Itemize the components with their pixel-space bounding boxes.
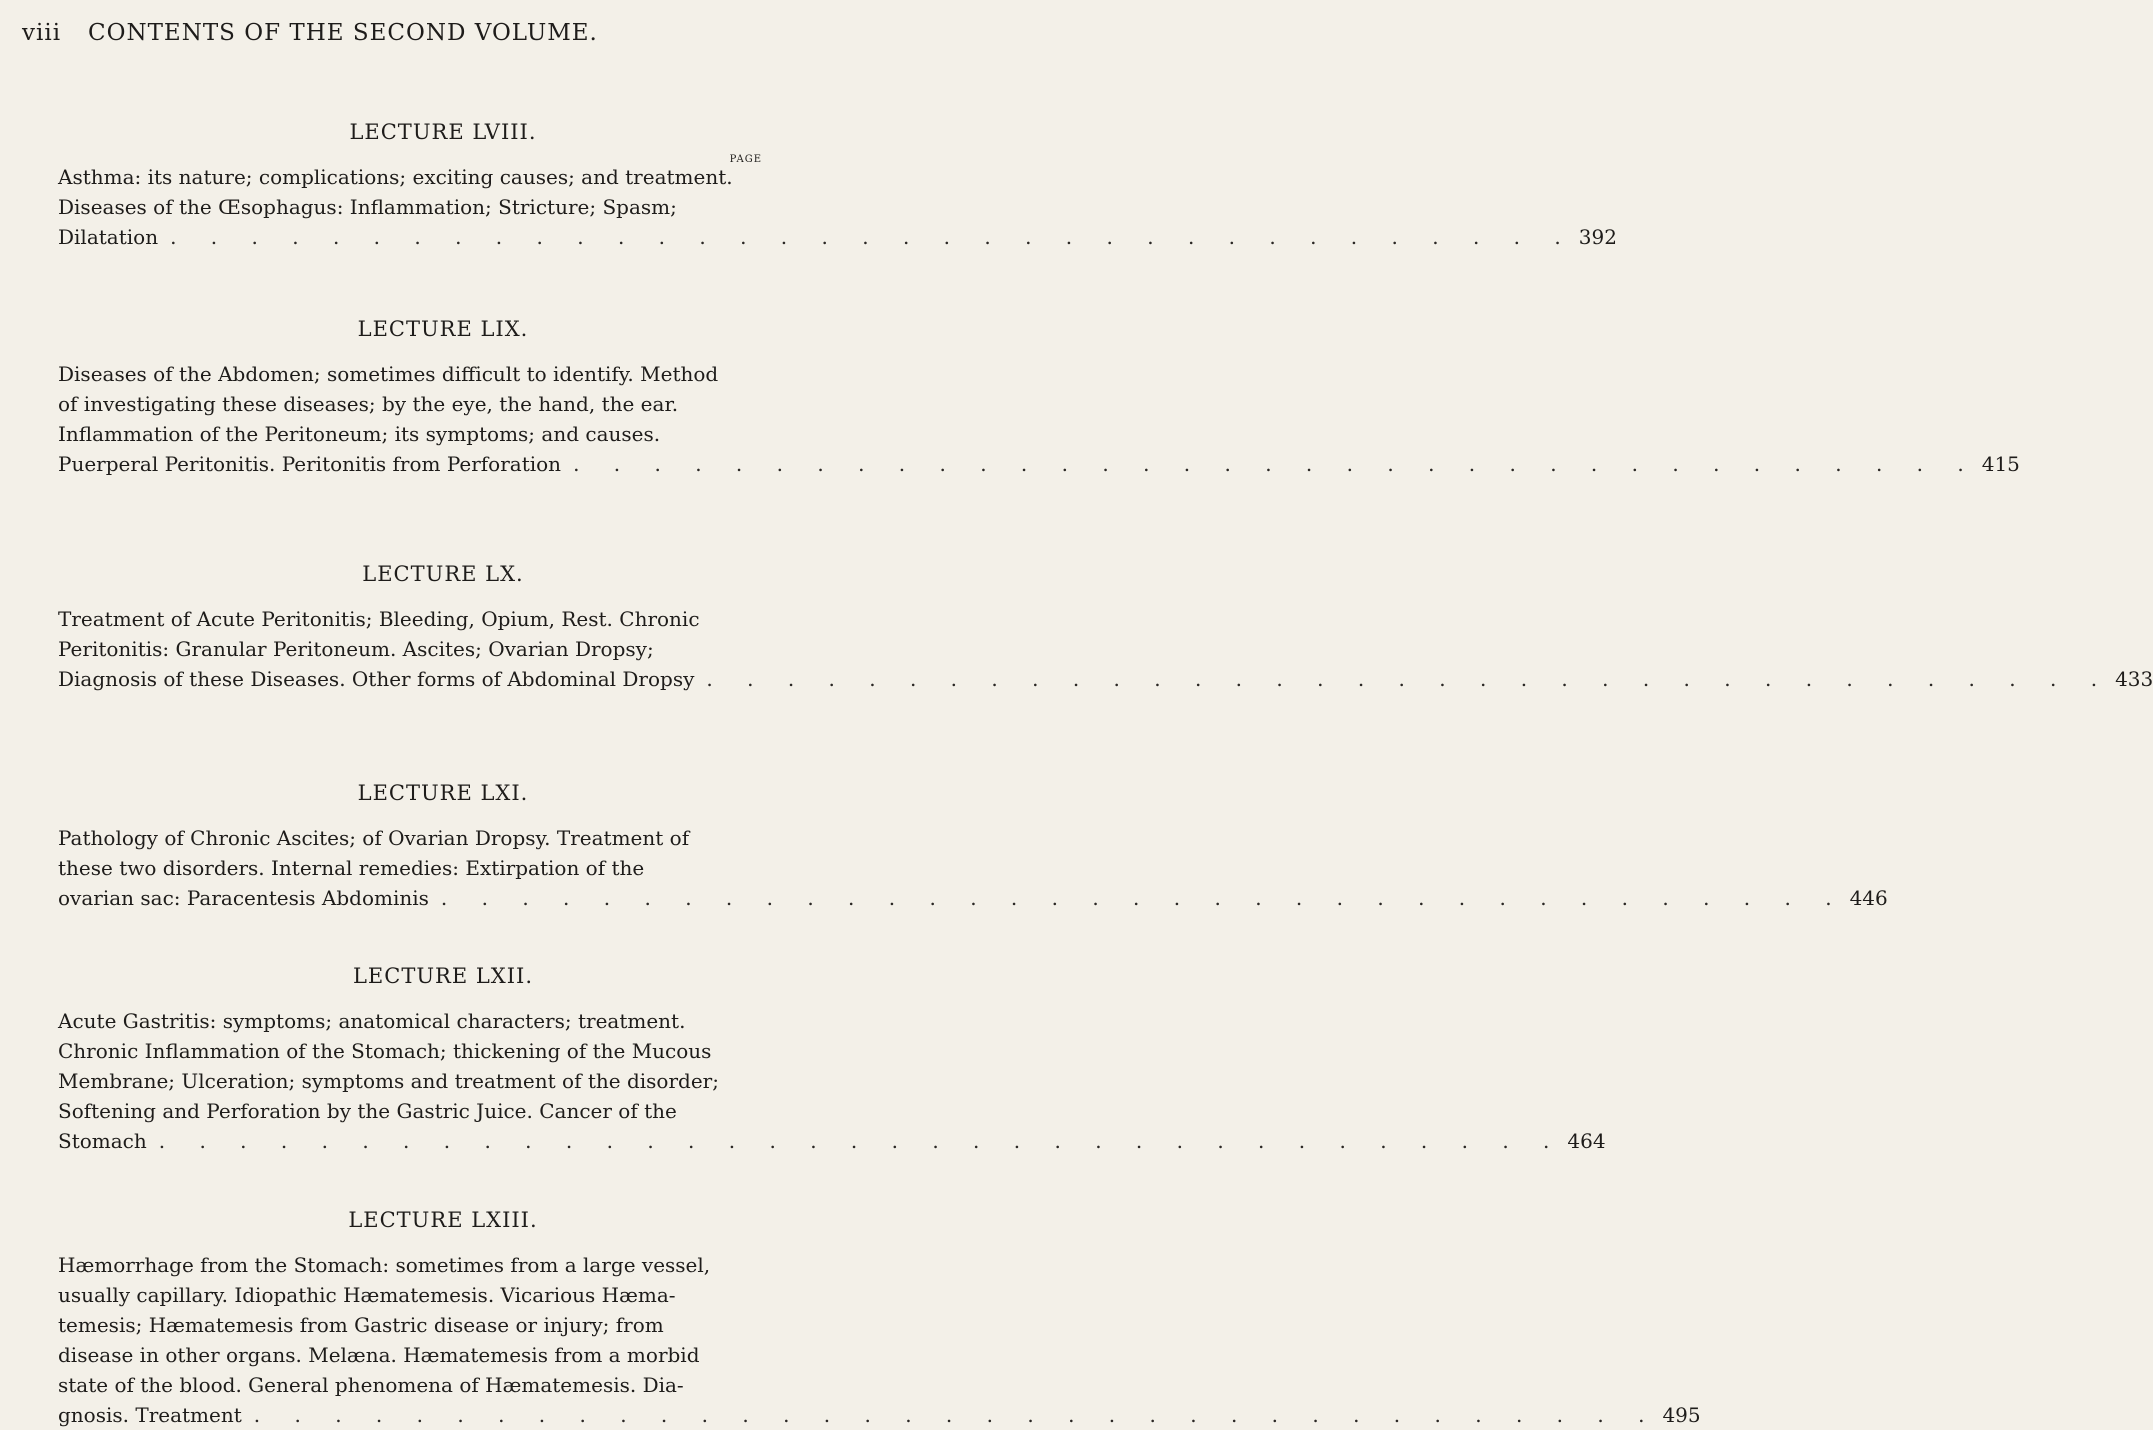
dot-leaders: . . . . . . . . . . . . . . . . . . . . . . . . . . . . . . . . . . . <box>706 667 2112 691</box>
lecture-heading: LECTURE LX. <box>362 562 524 586</box>
summary-line: Asthma: its nature; complications; exciting causes; and treatment. <box>58 165 733 189</box>
dot-leaders: . . . . . . . . . . . . . . . . . . . . . . . . . . . . . . . . . . . <box>158 1129 1564 1153</box>
summary-line: Diseases of the Œsophagus: Inflammation; Stricture; Spasm; <box>58 195 677 219</box>
summary-line: Diseases of the Abdomen; sometimes difficult to identify. Method <box>58 362 719 386</box>
summary-line: of investigating these diseases; by the eye, the hand, the ear. <box>58 392 679 416</box>
summary-line: temesis; Hæmatemesis from Gastric disease or injury; from <box>58 1313 664 1337</box>
lecture-heading: LECTURE LIX. <box>357 317 529 341</box>
lecture-entry-lix <box>58 317 2020 479</box>
dot-leaders: . . . . . . . . . . . . . . . . . . . . . . . . . . . . . . . . . . . <box>253 1403 1659 1427</box>
dot-leaders: . . . . . . . . . . . . . . . . . . . . . . . . . . . . . . . . . . . <box>440 886 1846 910</box>
lecture-entry-lxi <box>58 781 1888 913</box>
summary-line: Membrane; Ulceration; symptoms and treatment of the disorder; <box>58 1069 719 1093</box>
page-number: 446 <box>1849 886 1888 910</box>
summary-last-line <box>58 1126 1606 1156</box>
lecture-entry-lxiii <box>58 1208 1701 1430</box>
summary-line: these two disorders. Internal remedies: Extirpation of the <box>58 856 645 880</box>
running-head-title: CONTENTS OF THE SECOND VOLUME. <box>88 20 598 46</box>
summary-line: Pathology of Chronic Ascites; of Ovarian Dropsy. Treatment of <box>58 826 690 850</box>
summary-last-line <box>58 222 1617 252</box>
dot-leaders: . . . . . . . . . . . . . . . . . . . . . . . . . . . . . . . . . . . <box>170 225 1575 249</box>
summary-last-line <box>58 883 1888 913</box>
summary-last-line <box>58 664 2153 694</box>
page-column-label: PAGE <box>729 154 762 165</box>
lecture-summary <box>58 604 2153 694</box>
lecture-summary <box>58 823 1888 913</box>
summary-line: state of the blood. General phenomena of Hæmatemesis. Dia- <box>58 1373 684 1397</box>
summary-line: Stomach <box>58 1129 147 1153</box>
lecture-entry-lx <box>58 562 2153 694</box>
summary-line: Hæmorrhage from the Stomach: sometimes from a large vessel, <box>58 1253 711 1277</box>
page-number: 433 <box>2115 667 2153 691</box>
lecture-entry-lviii <box>58 120 1617 252</box>
lecture-heading: LECTURE LVIII. <box>349 120 537 144</box>
summary-line: usually capillary. Idiopathic Hæmatemesis. Vicarious Hæma- <box>58 1283 676 1307</box>
summary-last-line <box>58 449 2020 479</box>
dot-leaders: . . . . . . . . . . . . . . . . . . . . . . . . . . . . . . . . . . . <box>573 452 1978 476</box>
page-number: 415 <box>1981 452 2020 476</box>
lecture-summary <box>58 162 1617 252</box>
lecture-heading: LECTURE LXI. <box>357 781 529 805</box>
summary-line: Puerperal Peritonitis. Peritonitis from Perforation <box>58 452 562 476</box>
summary-line: Peritonitis: Granular Peritoneum. Ascites; Ovarian Dropsy; <box>58 637 654 661</box>
summary-line: Inflammation of the Peritoneum; its symptoms; and causes. <box>58 422 661 446</box>
running-head <box>22 20 762 46</box>
page-number: 464 <box>1567 1129 1606 1153</box>
lecture-summary <box>58 1006 1606 1156</box>
lecture-summary <box>58 359 2020 479</box>
page-number: 495 <box>1662 1403 1701 1427</box>
summary-line: Softening and Perforation by the Gastric Juice. Cancer of the <box>58 1099 677 1123</box>
running-head-page-number: viii <box>22 20 62 46</box>
lecture-heading: LECTURE LXIII. <box>348 1208 538 1232</box>
summary-line: Diagnosis of these Diseases. Other forms of Abdominal Dropsy <box>58 667 695 691</box>
page-number: 392 <box>1578 225 1617 249</box>
summary-line: Chronic Inflammation of the Stomach; thickening of the Mucous <box>58 1039 712 1063</box>
summary-line: gnosis. Treatment <box>58 1403 242 1427</box>
summary-line: Dilatation <box>58 225 159 249</box>
lecture-heading: LECTURE LXII. <box>352 964 534 988</box>
summary-line: disease in other organs. Melæna. Hæmatemesis from a morbid <box>58 1343 700 1367</box>
summary-line: ovarian sac: Paracentesis Abdominis <box>58 886 429 910</box>
summary-line: Treatment of Acute Peritonitis; Bleeding, Opium, Rest. Chronic <box>58 607 700 631</box>
summary-line: Acute Gastritis: symptoms; anatomical characters; treatment. <box>58 1009 686 1033</box>
lecture-summary <box>58 1250 1701 1430</box>
summary-last-line <box>58 1400 1701 1430</box>
lecture-entry-lxii <box>58 964 1606 1156</box>
